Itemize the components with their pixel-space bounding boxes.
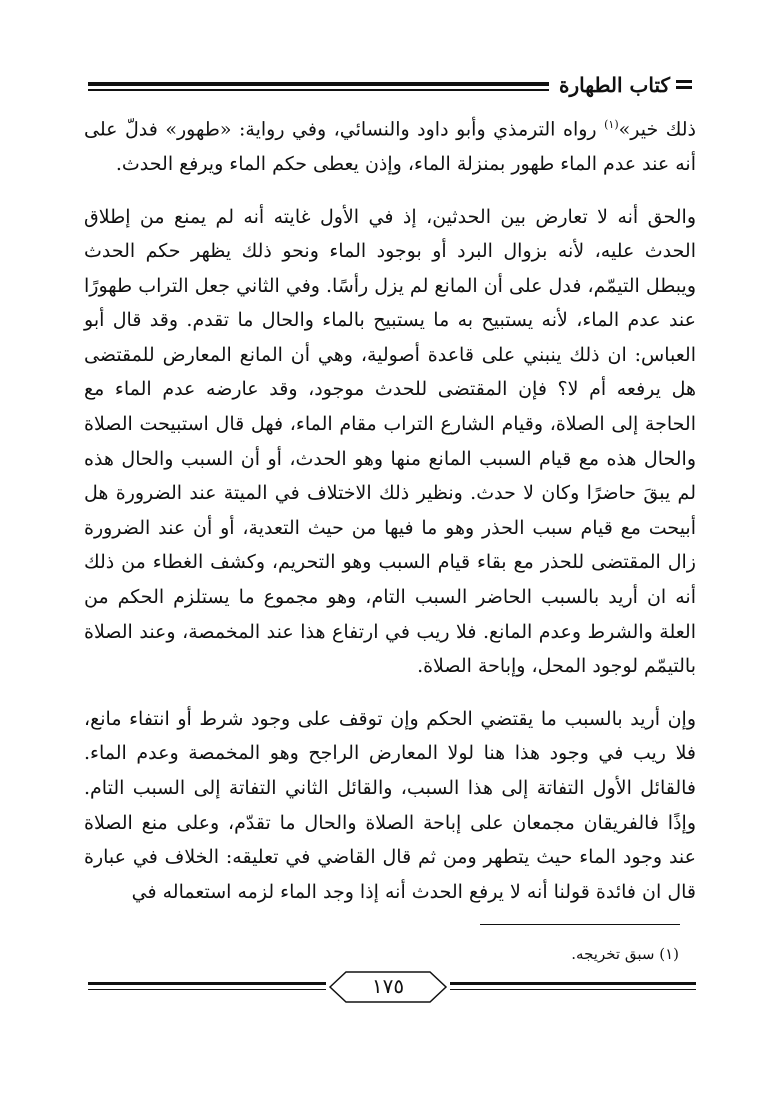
main-text (84, 108, 696, 909)
footer-rule-right (450, 982, 696, 985)
page-number-badge (328, 970, 448, 1002)
running-header (88, 72, 692, 102)
text-segment: رواه الترمذي وأبو داود والنسائي، وفي رواية: «طهور» فدلّ على أنه عند عدم الماء طهور بمنزلة الماء، وإذن يعطى حكم الماء ويرفع الحدث. (84, 118, 696, 175)
text-segment: ذلك خير» (618, 118, 696, 141)
chapter-title: كتاب الطهارة (549, 72, 670, 98)
footnote: (١) سبق تخريجه. (571, 945, 679, 963)
footer-rule-left-thin (88, 989, 326, 990)
header-ornament-2 (676, 86, 692, 89)
footer-rule-left (88, 982, 326, 985)
header-rule-thick (88, 82, 553, 86)
paragraph-3 (84, 702, 696, 910)
page-number: ١٧٥ (371, 974, 405, 998)
text-segment: والحق أنه لا تعارض بين الحدثين، إذ في الأول غايته أنه لم يمنع من إطلاق الحدث عليه، لأنه بزوال البرد أو بوجود الماء ونحو ذلك يظهر حكم الحدث ويبطل التيمّم، فدل على أن المانع لم يزل رأسًا. وفي الثاني جعل التراب طهورًا عند عدم الماء، لأنه يستبيح به ما يستبيح بالماء والحال ما تقدم. وقد قال أبو العباس: ان ذلك ينبني على قاعدة أصولية، وهي أن المانع المعارض للمقتضى هل يرفعه أم لا؟ فإن المقتضى للحدث موجود، وقد عارضه عدم الماء مع الحاجة إلى الصلاة، وقيام الشارع التراب مقام الماء، فهل قال استبيحت الصلاة والحال هذه مع قيام السبب المانع منها وهو الحدث، أو أن السبب والحال هذه لم يبقَ حاضرًا وكان لا حدث. ونظير ذلك الاختلاف في الميتة عند الضرورة هل أبيحت مع قيام سبب الحذر وهو ما فيها من حيث التعدية، أو أن عند الضرورة زال المقتضى للحذر مع بقاء قيام السبب وهو التحريم، وكشف الغطاء من ذلك أنه ان أريد بالسبب الحاضر السبب التام، وهو مجموع ما يستلزم الحكم من العلة والشرط وعدم المانع. فلا ريب في ارتفاع هذا عند المخمصة، وعند الصلاة بالتيمّم لوجود المحل، وإباحة الصلاة. (84, 205, 696, 678)
page-footer (88, 968, 696, 1008)
footer-rule-right-thin (450, 989, 696, 990)
footnote-separator (480, 924, 680, 925)
header-ornament (676, 80, 692, 83)
paragraph-2 (84, 200, 696, 684)
header-rule-thin (88, 89, 553, 91)
text-segment: وإن أريد بالسبب ما يقتضي الحكم وإن توقف على وجود شرط أو انتفاء مانع، فلا ريب في وجود هذا هنا لولا المعارض الراجح وهو المخمصة وعدم الماء. فالقائل الأول التفاتة إلى هذا السبب، والقائل الثاني التفاتة إلى السبب التام. وإذًا فالفريقان مجمعان على إباحة الصلاة والحال ما تقدّم، وعلى منع الصلاة عند وجود الماء حيث يتطهر ومن ثم قال القاضي في تعليقه: الخلاف في عبارة قال ان فائدة قولنا أنه لا يرفع الحدث أنه إذا وجد الماء لزمه استعماله في (84, 707, 696, 903)
paragraph-1 (84, 108, 696, 182)
footnote-ref[interactable]: (١) (604, 118, 619, 131)
